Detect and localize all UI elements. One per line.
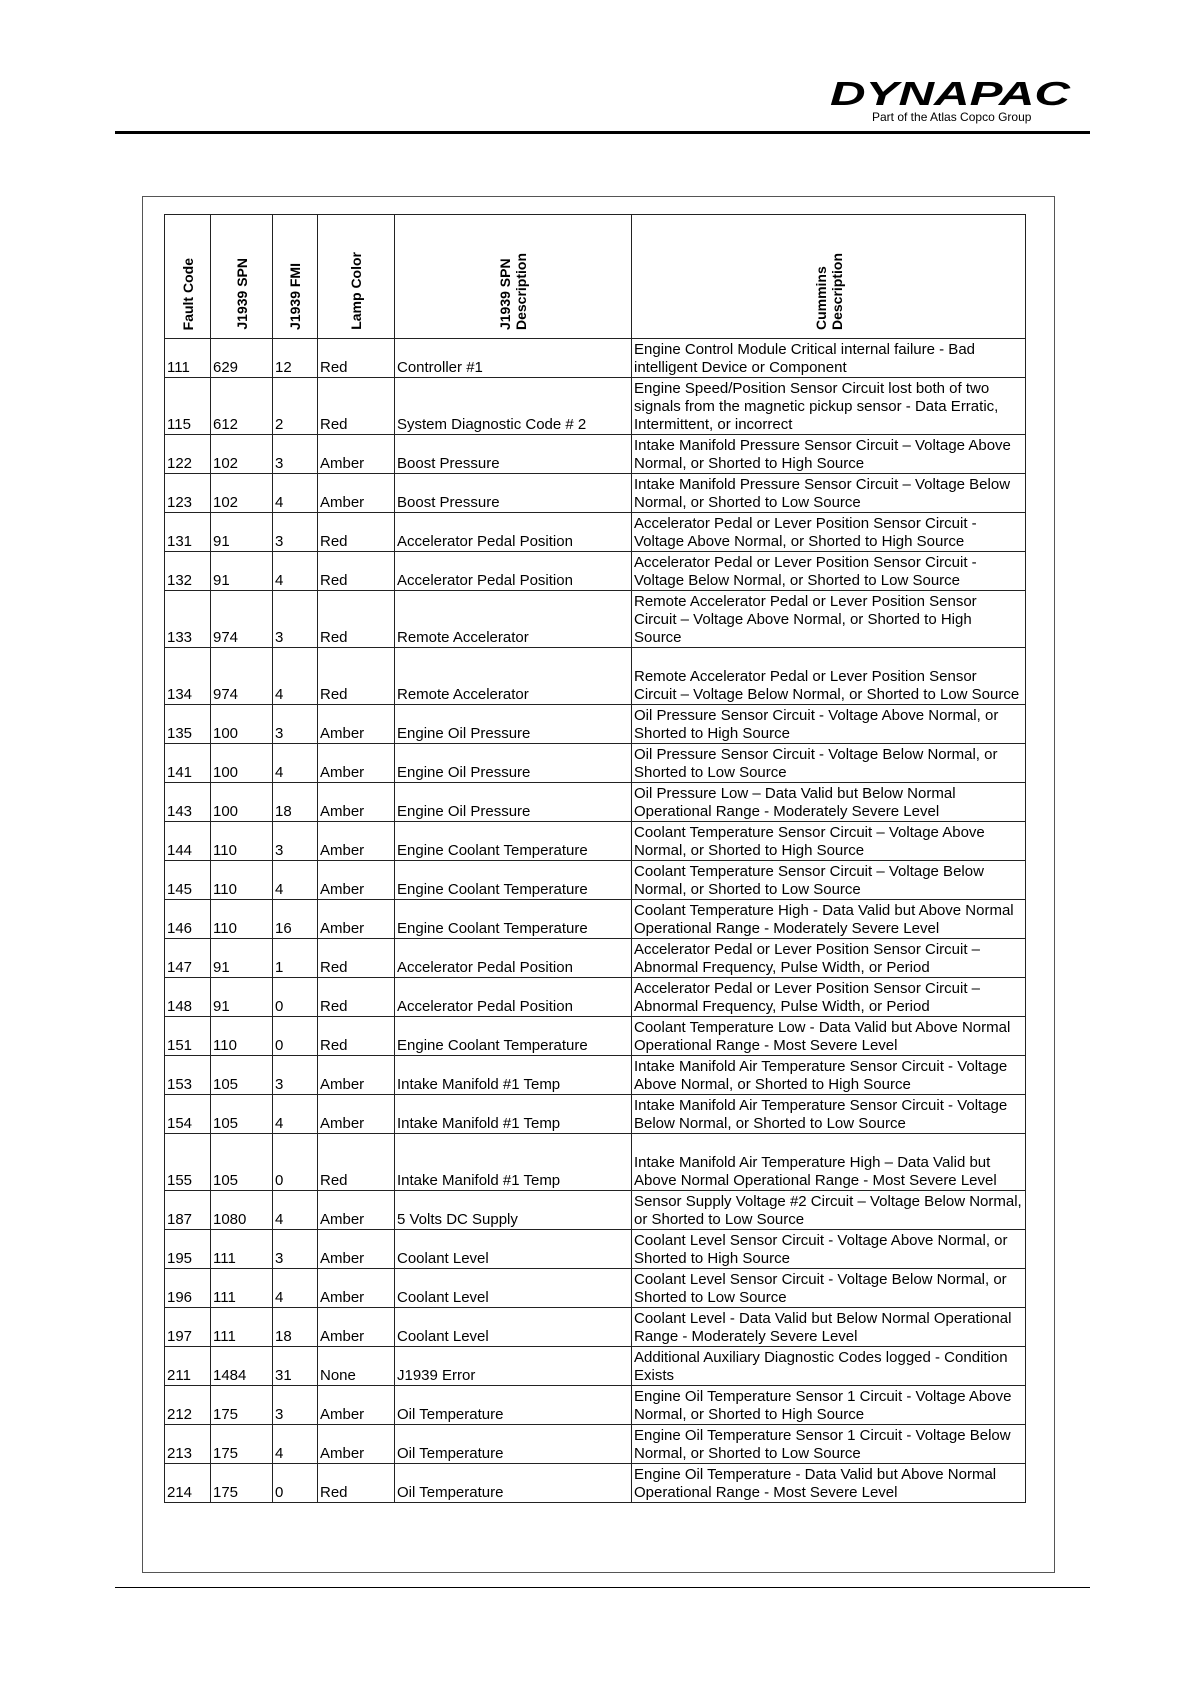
table-cell: Amber — [318, 1191, 395, 1230]
table-cell: Amber — [318, 744, 395, 783]
table-cell: Amber — [318, 474, 395, 513]
table-cell: Amber — [318, 822, 395, 861]
table-cell: Remote Accelerator — [395, 591, 632, 648]
table-cell: 153 — [165, 1056, 211, 1095]
table-cell: Coolant Level — [395, 1230, 632, 1269]
table-cell: 213 — [165, 1425, 211, 1464]
cell-cummins-description: Coolant Temperature Low - Data Valid but Above Normal Operational Range - Most Severe Level — [632, 1017, 1026, 1056]
table-cell: Accelerator Pedal Position — [395, 939, 632, 978]
table-cell: Intake Manifold #1 Temp — [395, 1056, 632, 1095]
cell-cummins-description: Remote Accelerator Pedal or Lever Position Sensor Circuit – Voltage Above Normal, or Shorted to High Source — [632, 591, 1026, 648]
table-cell: Intake Manifold #1 Temp — [395, 1134, 632, 1191]
cell-cummins-description: Coolant Level - Data Valid but Below Normal Operational Range - Moderately Severe Level — [632, 1308, 1026, 1347]
col-header: Fault Code — [165, 215, 211, 339]
cell-cummins-description: Coolant Temperature High - Data Valid but Above Normal Operational Range - Moderately Severe Level — [632, 900, 1026, 939]
table-row — [165, 1425, 1026, 1464]
table-cell: 211 — [165, 1347, 211, 1386]
table-row — [165, 591, 1026, 648]
table-cell: 18 — [273, 783, 318, 822]
table-cell: 110 — [211, 822, 273, 861]
table-cell: 144 — [165, 822, 211, 861]
table-row — [165, 939, 1026, 978]
cell-cummins-description: Oil Pressure Sensor Circuit - Voltage Above Normal, or Shorted to High Source — [632, 705, 1026, 744]
table-cell: 1 — [273, 939, 318, 978]
table-cell: 105 — [211, 1056, 273, 1095]
table-row — [165, 513, 1026, 552]
cell-cummins-description: Engine Speed/Position Sensor Circuit lost both of two signals from the magnetic pickup sensor - Data Erratic, Intermittent, or incorrect — [632, 378, 1026, 435]
table-cell: 141 — [165, 744, 211, 783]
table-cell: Engine Coolant Temperature — [395, 861, 632, 900]
table-row — [165, 474, 1026, 513]
logo-text: DYNAPAC — [830, 78, 1072, 108]
cell-cummins-description: Engine Control Module Critical internal failure - Bad intelligent Device or Component — [632, 339, 1026, 378]
cell-cummins-description: Sensor Supply Voltage #2 Circuit – Voltage Below Normal, or Shorted to Low Source — [632, 1191, 1026, 1230]
cell-cummins-description: Additional Auxiliary Diagnostic Codes logged - Condition Exists — [632, 1347, 1026, 1386]
table-cell: 4 — [273, 474, 318, 513]
table-cell: 134 — [165, 648, 211, 705]
table-cell: Red — [318, 591, 395, 648]
table-cell: Engine Coolant Temperature — [395, 1017, 632, 1056]
table-cell: Engine Coolant Temperature — [395, 822, 632, 861]
table-cell: Amber — [318, 1269, 395, 1308]
table-cell: Remote Accelerator — [395, 648, 632, 705]
table-cell: 155 — [165, 1134, 211, 1191]
table-cell: Red — [318, 1464, 395, 1503]
cell-cummins-description: Coolant Temperature Sensor Circuit – Voltage Below Normal, or Shorted to Low Source — [632, 861, 1026, 900]
col-header: J1939 SPN Description — [395, 215, 632, 339]
table-cell: 196 — [165, 1269, 211, 1308]
table-cell: Amber — [318, 1230, 395, 1269]
table-cell: Amber — [318, 1425, 395, 1464]
table-cell: Amber — [318, 783, 395, 822]
table-cell: Amber — [318, 435, 395, 474]
col-header: J1939 SPN — [211, 215, 273, 339]
table-cell: 91 — [211, 552, 273, 591]
cell-cummins-description: Accelerator Pedal or Lever Position Sensor Circuit - Voltage Above Normal, or Shorted to High Source — [632, 513, 1026, 552]
table-row — [165, 1347, 1026, 1386]
table-cell: 111 — [165, 339, 211, 378]
table-cell: 135 — [165, 705, 211, 744]
brand-tagline: Part of the Atlas Copco Group — [872, 110, 1032, 124]
table-row — [165, 1134, 1026, 1191]
table-cell: Red — [318, 339, 395, 378]
cell-cummins-description: Intake Manifold Air Temperature Sensor Circuit - Voltage Above Normal, or Shorted to High Source — [632, 1056, 1026, 1095]
table-cell: Boost Pressure — [395, 474, 632, 513]
col-header: Cummins Description — [632, 215, 1026, 339]
table-cell: 4 — [273, 1191, 318, 1230]
cell-cummins-description: Coolant Level Sensor Circuit - Voltage Below Normal, or Shorted to Low Source — [632, 1269, 1026, 1308]
table-cell: 154 — [165, 1095, 211, 1134]
table-row — [165, 378, 1026, 435]
table-cell: Amber — [318, 900, 395, 939]
table-cell: 974 — [211, 591, 273, 648]
table-cell: 110 — [211, 861, 273, 900]
cell-cummins-description: Engine Oil Temperature - Data Valid but Above Normal Operational Range - Most Severe Level — [632, 1464, 1026, 1503]
table-cell: 974 — [211, 648, 273, 705]
cell-cummins-description: Oil Pressure Low – Data Valid but Below Normal Operational Range - Moderately Severe Level — [632, 783, 1026, 822]
table-cell: 111 — [211, 1230, 273, 1269]
table-cell: Red — [318, 939, 395, 978]
cell-cummins-description: Intake Manifold Air Temperature Sensor Circuit - Voltage Below Normal, or Shorted to Low Source — [632, 1095, 1026, 1134]
table-cell: 4 — [273, 1425, 318, 1464]
table-cell: 4 — [273, 1095, 318, 1134]
fault-code-table — [164, 214, 1026, 1503]
table-cell: Coolant Level — [395, 1269, 632, 1308]
table-cell: Oil Temperature — [395, 1464, 632, 1503]
table-row — [165, 339, 1026, 378]
table-row — [165, 861, 1026, 900]
table-cell: 111 — [211, 1308, 273, 1347]
table-cell: 151 — [165, 1017, 211, 1056]
table-cell: 195 — [165, 1230, 211, 1269]
table-cell: 110 — [211, 900, 273, 939]
table-cell: Red — [318, 552, 395, 591]
table-cell: 4 — [273, 744, 318, 783]
table-cell: 187 — [165, 1191, 211, 1230]
table-cell: 12 — [273, 339, 318, 378]
table-cell: 175 — [211, 1464, 273, 1503]
table-row — [165, 435, 1026, 474]
table-cell: Boost Pressure — [395, 435, 632, 474]
table-row — [165, 1056, 1026, 1095]
table-cell: 0 — [273, 1464, 318, 1503]
table-cell: 214 — [165, 1464, 211, 1503]
table-cell: 212 — [165, 1386, 211, 1425]
table-row — [165, 783, 1026, 822]
col-header: J1939 FMI — [273, 215, 318, 339]
table-row — [165, 744, 1026, 783]
table-row — [165, 552, 1026, 591]
table-cell: 0 — [273, 1017, 318, 1056]
table-header-row — [165, 215, 1026, 339]
table-cell: Oil Temperature — [395, 1386, 632, 1425]
cell-cummins-description: Engine Oil Temperature Sensor 1 Circuit - Voltage Below Normal, or Shorted to Low Source — [632, 1425, 1026, 1464]
table-cell: 31 — [273, 1347, 318, 1386]
table-cell: Oil Temperature — [395, 1425, 632, 1464]
table-row — [165, 1230, 1026, 1269]
header-divider — [115, 131, 1090, 134]
table-row — [165, 705, 1026, 744]
table-cell: 175 — [211, 1386, 273, 1425]
table-row — [165, 1308, 1026, 1347]
table-cell: 3 — [273, 1230, 318, 1269]
col-header: Lamp Color — [318, 215, 395, 339]
table-row — [165, 1464, 1026, 1503]
table-cell: 0 — [273, 978, 318, 1017]
table-cell: 16 — [273, 900, 318, 939]
table-cell: 102 — [211, 474, 273, 513]
table-cell: 100 — [211, 705, 273, 744]
table-cell: 143 — [165, 783, 211, 822]
table-cell: 132 — [165, 552, 211, 591]
table-cell: Red — [318, 513, 395, 552]
table-cell: 4 — [273, 861, 318, 900]
cell-cummins-description: Intake Manifold Pressure Sensor Circuit – Voltage Below Normal, or Shorted to Low Source — [632, 474, 1026, 513]
cell-cummins-description: Accelerator Pedal or Lever Position Sensor Circuit - Voltage Below Normal, or Shorted to Low Source — [632, 552, 1026, 591]
table-cell: 3 — [273, 705, 318, 744]
cell-cummins-description: Engine Oil Temperature Sensor 1 Circuit - Voltage Above Normal, or Shorted to High Source — [632, 1386, 1026, 1425]
table-cell: Accelerator Pedal Position — [395, 552, 632, 591]
table-cell: 3 — [273, 1386, 318, 1425]
dynapac-logo — [830, 78, 1074, 108]
table-cell: 133 — [165, 591, 211, 648]
table-cell: 100 — [211, 783, 273, 822]
table-cell: Red — [318, 978, 395, 1017]
table-cell: 105 — [211, 1095, 273, 1134]
table-cell: Engine Oil Pressure — [395, 705, 632, 744]
table-cell: 100 — [211, 744, 273, 783]
table-cell: 111 — [211, 1269, 273, 1308]
table-cell: 1484 — [211, 1347, 273, 1386]
table-cell: 4 — [273, 1269, 318, 1308]
table-cell: 1080 — [211, 1191, 273, 1230]
table-cell: Coolant Level — [395, 1308, 632, 1347]
table-cell: 18 — [273, 1308, 318, 1347]
table-cell: 612 — [211, 378, 273, 435]
table-cell: Amber — [318, 1056, 395, 1095]
table-cell: 110 — [211, 1017, 273, 1056]
table-row — [165, 1095, 1026, 1134]
table-row — [165, 648, 1026, 705]
table-row — [165, 822, 1026, 861]
table-cell: J1939 Error — [395, 1347, 632, 1386]
table-cell: 147 — [165, 939, 211, 978]
table-cell: 131 — [165, 513, 211, 552]
table-cell: 3 — [273, 822, 318, 861]
cell-cummins-description: Remote Accelerator Pedal or Lever Position Sensor Circuit – Voltage Below Normal, or Shorted to Low Source — [632, 648, 1026, 705]
table-row — [165, 1191, 1026, 1230]
table-cell: Engine Coolant Temperature — [395, 900, 632, 939]
table-cell: 3 — [273, 513, 318, 552]
table-row — [165, 900, 1026, 939]
table-row — [165, 978, 1026, 1017]
footer-divider — [115, 1587, 1090, 1588]
table-cell: None — [318, 1347, 395, 1386]
table-cell: 146 — [165, 900, 211, 939]
table-cell: 4 — [273, 648, 318, 705]
table-cell: Engine Oil Pressure — [395, 744, 632, 783]
table-cell: 2 — [273, 378, 318, 435]
table-cell: 3 — [273, 591, 318, 648]
cell-cummins-description: Coolant Level Sensor Circuit - Voltage Above Normal, or Shorted to High Source — [632, 1230, 1026, 1269]
table-cell: System Diagnostic Code # 2 — [395, 378, 632, 435]
table-cell: Intake Manifold #1 Temp — [395, 1095, 632, 1134]
table-cell: 91 — [211, 978, 273, 1017]
table-cell: Red — [318, 378, 395, 435]
table-cell: 629 — [211, 339, 273, 378]
table-cell: Controller #1 — [395, 339, 632, 378]
table-cell: Amber — [318, 1308, 395, 1347]
table-cell: 91 — [211, 939, 273, 978]
table-row — [165, 1017, 1026, 1056]
table-cell: Amber — [318, 705, 395, 744]
cell-cummins-description: Accelerator Pedal or Lever Position Sensor Circuit – Abnormal Frequency, Pulse Width, or Period — [632, 978, 1026, 1017]
table-cell: Amber — [318, 1386, 395, 1425]
table-cell: 91 — [211, 513, 273, 552]
table-cell: 115 — [165, 378, 211, 435]
table-cell: 0 — [273, 1134, 318, 1191]
table-cell: 122 — [165, 435, 211, 474]
cell-cummins-description: Accelerator Pedal or Lever Position Sensor Circuit – Abnormal Frequency, Pulse Width, or Period — [632, 939, 1026, 978]
table-cell: Amber — [318, 1095, 395, 1134]
table-cell: 105 — [211, 1134, 273, 1191]
cell-cummins-description: Coolant Temperature Sensor Circuit – Voltage Above Normal, or Shorted to High Source — [632, 822, 1026, 861]
table-cell: Red — [318, 1134, 395, 1191]
table-cell: Engine Oil Pressure — [395, 783, 632, 822]
table-cell: 3 — [273, 1056, 318, 1095]
table-cell: 4 — [273, 552, 318, 591]
table-cell: Accelerator Pedal Position — [395, 513, 632, 552]
table-cell: Amber — [318, 861, 395, 900]
table-cell: 5 Volts DC Supply — [395, 1191, 632, 1230]
cell-cummins-description: Intake Manifold Air Temperature High – Data Valid but Above Normal Operational Range - Most Severe Level — [632, 1134, 1026, 1191]
cell-cummins-description: Oil Pressure Sensor Circuit - Voltage Below Normal, or Shorted to Low Source — [632, 744, 1026, 783]
table-cell: 175 — [211, 1425, 273, 1464]
table-cell: 145 — [165, 861, 211, 900]
table-cell: Accelerator Pedal Position — [395, 978, 632, 1017]
table-row — [165, 1386, 1026, 1425]
table-row — [165, 1269, 1026, 1308]
table-cell: 3 — [273, 435, 318, 474]
table-cell: 148 — [165, 978, 211, 1017]
table-cell: Red — [318, 1017, 395, 1056]
table-cell: Red — [318, 648, 395, 705]
table-cell: 123 — [165, 474, 211, 513]
cell-cummins-description: Intake Manifold Pressure Sensor Circuit – Voltage Above Normal, or Shorted to High Source — [632, 435, 1026, 474]
table-cell: 102 — [211, 435, 273, 474]
table-cell: 197 — [165, 1308, 211, 1347]
